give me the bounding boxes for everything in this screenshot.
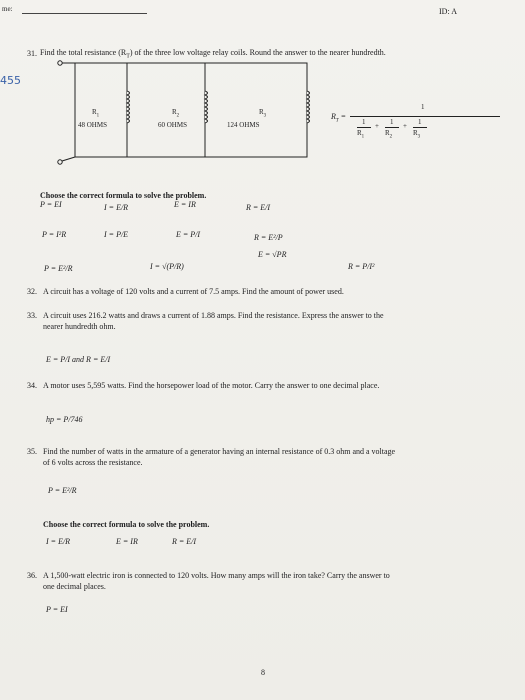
coil-r2-name: $R_2$: [172, 108, 180, 119]
formula-i-sqrt-p-over-r: I = √(P/R): [150, 262, 184, 271]
q33-text-line1: A circuit uses 216.2 watts and draws a current of 1.88 amps. Find the resistance. Express the answer to the: [43, 311, 384, 320]
q35-formula: P = E²/R: [48, 486, 77, 495]
formula-e-sqrt-pr: E = √PR: [258, 250, 287, 259]
coil-r3-name: $R_3$: [259, 108, 267, 119]
coil-r2-symbol: [205, 91, 208, 123]
formula-r-p-over-i2: R = P/I²: [348, 262, 375, 271]
q31-choose-heading: Choose the correct formula to solve the problem.: [40, 191, 207, 200]
q31-text: Find the total resistance $(R_T)$ of the three low voltage relay coils. Round the answer to the nearer hundredth.: [40, 48, 386, 60]
coil-r2-value: 60 OHMS: [158, 121, 187, 129]
q34-text: A motor uses 5,595 watts. Find the horsepower load of the motor. Carry the answer to one decimal place.: [43, 381, 380, 390]
q35-choose-heading: Choose the correct formula to solve the problem.: [43, 520, 210, 529]
formula-p-ei: P = EI: [40, 200, 62, 209]
formula-i-p-over-e: I = P/E: [104, 230, 129, 239]
q35-formula-1: I = E/R: [46, 537, 71, 546]
q36-formula: P = EI: [46, 605, 68, 614]
coil-r1-value: 48 OHMS: [78, 121, 107, 129]
formula-p-e2-over-r: P = E²/R: [44, 264, 73, 273]
q33-formula: E = P/I and R = E/I: [46, 355, 111, 364]
terminal-top: [58, 61, 62, 65]
name-label: me:: [2, 5, 13, 13]
q36-text-line1: A 1,500-watt electric iron is connected to 120 volts. How many amps will the iron take? Carry the answer to: [43, 571, 390, 580]
rt-numerator: 1: [421, 103, 425, 111]
q34-number: 34.: [27, 381, 37, 390]
formula-e-ir: E = IR: [174, 200, 196, 209]
q31-number: 31.: [27, 49, 37, 58]
rt-fraction-bar: [350, 116, 500, 117]
formula-r-e2-over-p: R = E²/P: [254, 233, 283, 242]
coil-r3-symbol: [307, 91, 310, 123]
handwritten-mark: 455: [0, 74, 21, 87]
q33-text-line2: nearer hundredth ohm.: [43, 322, 116, 331]
formula-r-e-over-i: R = E/I: [246, 203, 271, 212]
q32-text: A circuit has a voltage of 120 volts and a current of 7.5 amps. Find the amount of power used.: [43, 287, 344, 296]
id-label: ID: A: [439, 7, 457, 16]
q34-formula: hp = P/746: [46, 415, 83, 424]
q32-number: 32.: [27, 287, 37, 296]
coil-r3-value: 124 OHMS: [227, 121, 260, 129]
q35-text-line1: Find the number of watts in the armature of a generator having an internal resistance of 0.3 ohm and a voltage: [43, 447, 396, 456]
coil-r1-symbol: [127, 91, 130, 123]
formula-e-p-over-i: E = P/I: [176, 230, 201, 239]
circuit-wires: [75, 63, 307, 157]
formula-p-i2r: P = I²R: [42, 230, 67, 239]
formula-i-e-over-r: I = E/R: [104, 203, 129, 212]
q36-number: 36.: [27, 571, 37, 580]
page-number: 8: [261, 668, 265, 677]
q35-formula-3: R = E/I: [172, 537, 197, 546]
rt-lhs: $R_T$ =: [331, 112, 347, 124]
terminal-bottom: [58, 160, 62, 164]
q35-number: 35.: [27, 447, 37, 456]
q33-number: 33.: [27, 311, 37, 320]
worksheet-page: me: ID: A 31. Find the total resistance $(R_T)$ of the three low voltage relay coils. Round the answer to the nearer hundredth. 455 $R_1$ 48 OHMS $R_2$ 60 OHMS $R_3$ 124 OHMS $R_T$ = 1 1 + 1 + 1 $R_1$ $R_2$ $R_3$ Choose the correct formula to solve the problem. P = EI I = E/R E = IR R = E/I P = I²R I = P/E E = P/I R = E²/P P = E²/R I = √(P/R) E = √PR R = P/I² 32. A circuit has a voltage of 120 volts and a current of 7.5 amps. Find the amount of power used. 33. A circuit uses 216.2 watts and draws a current of 1.88 amps. Find the resistance. Express the answer to the nearer hundredth ohm. E = P/I and R = E/I 34. A motor uses 5,595 watts. Find the horsepower load of the motor. Carry the answer to one decimal place. hp = P/746 35. Find the number of watts in the armature of a generator having an internal resistance of 0.3 ohm and a voltage of 6 volts across the resistance. P = E²/R Choose the correct formula to solve the problem. I = E/R E = IR R = E/I 36. A 1,500-watt electric iron is connected to 120 volts. How many amps will the iron take? Carry the answer to one decimal places. P = EI 8: [0, 0, 525, 700]
name-line: [22, 13, 147, 14]
q36-text-line2: one decimal places.: [43, 582, 106, 591]
coil-r1-name: $R_1$: [92, 108, 100, 119]
q35-formula-2: E = IR: [116, 537, 138, 546]
q35-text-line2: of 6 volts across the resistance.: [43, 458, 143, 467]
